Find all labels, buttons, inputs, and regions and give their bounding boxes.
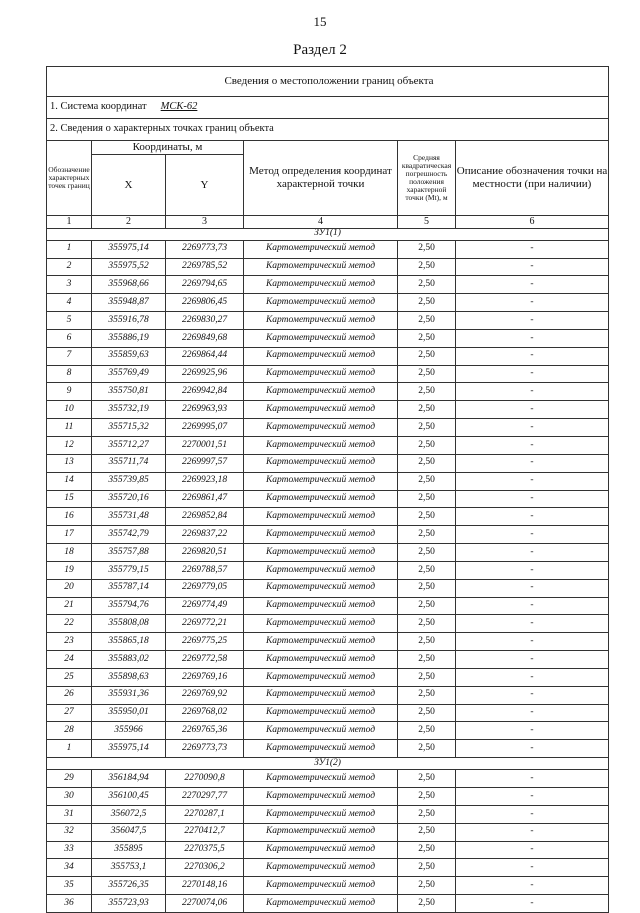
point-id-cell: 35 bbox=[47, 877, 92, 895]
table-row bbox=[47, 258, 609, 276]
method-cell: Картометрический метод bbox=[244, 561, 398, 579]
y-coord-cell: 2269963,93 bbox=[166, 401, 244, 419]
description-cell: - bbox=[456, 597, 609, 615]
table-row bbox=[47, 579, 609, 597]
x-coord-cell: 355787,14 bbox=[92, 579, 166, 597]
point-id-cell: 15 bbox=[47, 490, 92, 508]
y-coord-cell: 2270375,5 bbox=[166, 841, 244, 859]
precision-cell: 2,50 bbox=[398, 436, 456, 454]
precision-cell: 2,50 bbox=[398, 419, 456, 437]
description-cell: - bbox=[456, 877, 609, 895]
point-id-cell: 4 bbox=[47, 294, 92, 312]
x-coord-cell: 355750,81 bbox=[92, 383, 166, 401]
point-id-cell: 17 bbox=[47, 526, 92, 544]
table-row bbox=[47, 668, 609, 686]
table-row bbox=[47, 347, 609, 365]
method-cell: Картометрический метод bbox=[244, 895, 398, 913]
x-coord-cell: 355720,16 bbox=[92, 490, 166, 508]
precision-cell: 2,50 bbox=[398, 544, 456, 562]
precision-cell: 2,50 bbox=[398, 454, 456, 472]
description-cell: - bbox=[456, 526, 609, 544]
description-cell: - bbox=[456, 347, 609, 365]
x-coord-cell: 356100,45 bbox=[92, 788, 166, 806]
x-coord-cell: 355950,01 bbox=[92, 704, 166, 722]
point-id-cell: 20 bbox=[47, 579, 92, 597]
method-cell: Картометрический метод bbox=[244, 454, 398, 472]
table-row bbox=[47, 877, 609, 895]
table-row bbox=[47, 823, 609, 841]
y-coord-cell: 2269779,05 bbox=[166, 579, 244, 597]
x-coord-cell: 355975,14 bbox=[92, 240, 166, 258]
precision-cell: 2,50 bbox=[398, 276, 456, 294]
x-coord-cell: 356072,5 bbox=[92, 805, 166, 823]
x-coord-cell: 355895 bbox=[92, 841, 166, 859]
table-row bbox=[47, 722, 609, 740]
point-id-cell: 18 bbox=[47, 544, 92, 562]
y-coord-cell: 2269785,52 bbox=[166, 258, 244, 276]
method-cell: Картометрический метод bbox=[244, 788, 398, 806]
x-coord-cell: 355808,08 bbox=[92, 615, 166, 633]
method-cell: Картометрический метод bbox=[244, 615, 398, 633]
y-coord-cell: 2269820,51 bbox=[166, 544, 244, 562]
point-id-cell: 9 bbox=[47, 383, 92, 401]
description-cell: - bbox=[456, 579, 609, 597]
point-id-cell: 3 bbox=[47, 276, 92, 294]
x-coord-cell: 355779,15 bbox=[92, 561, 166, 579]
description-cell: - bbox=[456, 383, 609, 401]
precision-cell: 2,50 bbox=[398, 686, 456, 704]
method-cell: Картометрический метод bbox=[244, 877, 398, 895]
y-coord-cell: 2269775,25 bbox=[166, 633, 244, 651]
method-cell: Картометрический метод bbox=[244, 859, 398, 877]
point-id-cell: 32 bbox=[47, 823, 92, 841]
point-id-cell: 23 bbox=[47, 633, 92, 651]
method-cell: Картометрический метод bbox=[244, 490, 398, 508]
x-coord-cell: 355931,36 bbox=[92, 686, 166, 704]
x-coord-cell: 355886,19 bbox=[92, 329, 166, 347]
point-id-cell: 5 bbox=[47, 312, 92, 330]
y-coord-cell: 2270297,77 bbox=[166, 788, 244, 806]
y-coord-cell: 2269995,07 bbox=[166, 419, 244, 437]
x-coord-cell: 355966 bbox=[92, 722, 166, 740]
precision-cell: 2,50 bbox=[398, 365, 456, 383]
x-coord-cell: 355898,63 bbox=[92, 668, 166, 686]
description-cell: - bbox=[456, 788, 609, 806]
point-id-cell: 1 bbox=[47, 240, 92, 258]
boundary-points-table bbox=[46, 66, 609, 913]
description-cell: - bbox=[456, 276, 609, 294]
point-id-cell: 21 bbox=[47, 597, 92, 615]
point-id-cell: 28 bbox=[47, 722, 92, 740]
description-cell: - bbox=[456, 472, 609, 490]
point-id-cell: 10 bbox=[47, 401, 92, 419]
description-cell: - bbox=[456, 419, 609, 437]
description-cell: - bbox=[456, 294, 609, 312]
table-title: Сведения о местоположении границ объекта bbox=[47, 67, 609, 97]
description-cell: - bbox=[456, 561, 609, 579]
method-cell: Картометрический метод bbox=[244, 651, 398, 669]
x-coord-cell: 355712,27 bbox=[92, 436, 166, 454]
y-coord-cell: 2270287,1 bbox=[166, 805, 244, 823]
y-coord-cell: 2270148,16 bbox=[166, 877, 244, 895]
method-cell: Картометрический метод bbox=[244, 347, 398, 365]
precision-cell: 2,50 bbox=[398, 704, 456, 722]
x-coord-cell: 355975,14 bbox=[92, 740, 166, 758]
coord-system-label: 1. Система координат bbox=[50, 101, 147, 113]
method-cell: Картометрический метод bbox=[244, 722, 398, 740]
description-cell: - bbox=[456, 454, 609, 472]
method-cell: Картометрический метод bbox=[244, 668, 398, 686]
method-cell: Картометрический метод bbox=[244, 633, 398, 651]
y-coord-cell: 2269849,68 bbox=[166, 329, 244, 347]
y-coord-cell: 2269997,57 bbox=[166, 454, 244, 472]
y-coord-cell: 2269806,45 bbox=[166, 294, 244, 312]
y-coord-cell: 2269769,16 bbox=[166, 668, 244, 686]
precision-cell: 2,50 bbox=[398, 615, 456, 633]
table-row bbox=[47, 472, 609, 490]
y-coord-cell: 2270090,8 bbox=[166, 770, 244, 788]
method-cell: Картометрический метод bbox=[244, 258, 398, 276]
header-coordinates: Координаты, м bbox=[92, 141, 244, 155]
precision-cell: 2,50 bbox=[398, 472, 456, 490]
method-cell: Картометрический метод bbox=[244, 823, 398, 841]
x-coord-cell: 355948,87 bbox=[92, 294, 166, 312]
method-cell: Картометрический метод bbox=[244, 383, 398, 401]
y-coord-cell: 2270001,51 bbox=[166, 436, 244, 454]
table-row bbox=[47, 740, 609, 758]
description-cell: - bbox=[456, 859, 609, 877]
precision-cell: 2,50 bbox=[398, 329, 456, 347]
table-row bbox=[47, 633, 609, 651]
table-row bbox=[47, 383, 609, 401]
col-number-3: 3 bbox=[166, 216, 244, 229]
table-row bbox=[47, 788, 609, 806]
precision-cell: 2,50 bbox=[398, 841, 456, 859]
description-cell: - bbox=[456, 436, 609, 454]
y-coord-cell: 2269830,27 bbox=[166, 312, 244, 330]
x-coord-cell: 355753,1 bbox=[92, 859, 166, 877]
table-row bbox=[47, 895, 609, 913]
point-id-cell: 27 bbox=[47, 704, 92, 722]
precision-cell: 2,50 bbox=[398, 561, 456, 579]
y-coord-cell: 2269942,84 bbox=[166, 383, 244, 401]
precision-cell: 2,50 bbox=[398, 823, 456, 841]
x-coord-cell: 355726,35 bbox=[92, 877, 166, 895]
table-row bbox=[47, 294, 609, 312]
y-coord-cell: 2269772,21 bbox=[166, 615, 244, 633]
header-description: Описание обозначения точки на местности (при наличии) bbox=[456, 141, 609, 216]
x-coord-cell: 355975,52 bbox=[92, 258, 166, 276]
y-coord-cell: 2269837,22 bbox=[166, 526, 244, 544]
y-coord-cell: 2269852,84 bbox=[166, 508, 244, 526]
x-coord-cell: 355883,02 bbox=[92, 651, 166, 669]
description-cell: - bbox=[456, 805, 609, 823]
point-id-cell: 14 bbox=[47, 472, 92, 490]
description-cell: - bbox=[456, 823, 609, 841]
x-coord-cell: 355865,18 bbox=[92, 633, 166, 651]
table-row bbox=[47, 276, 609, 294]
header-point-designation: Обозначение характерных точек границ bbox=[47, 141, 92, 216]
description-cell: - bbox=[456, 651, 609, 669]
y-coord-cell: 2269774,49 bbox=[166, 597, 244, 615]
description-cell: - bbox=[456, 704, 609, 722]
table-row bbox=[47, 526, 609, 544]
precision-cell: 2,50 bbox=[398, 651, 456, 669]
col-number-2: 2 bbox=[92, 216, 166, 229]
table-row bbox=[47, 597, 609, 615]
precision-cell: 2,50 bbox=[398, 579, 456, 597]
table-row bbox=[47, 240, 609, 258]
method-cell: Картометрический метод bbox=[244, 579, 398, 597]
description-cell: - bbox=[456, 490, 609, 508]
y-coord-cell: 2269772,58 bbox=[166, 651, 244, 669]
description-cell: - bbox=[456, 770, 609, 788]
point-id-cell: 22 bbox=[47, 615, 92, 633]
description-cell: - bbox=[456, 686, 609, 704]
method-cell: Картометрический метод bbox=[244, 294, 398, 312]
x-coord-cell: 356047,5 bbox=[92, 823, 166, 841]
x-coord-cell: 355968,66 bbox=[92, 276, 166, 294]
precision-cell: 2,50 bbox=[398, 312, 456, 330]
x-coord-cell: 356184,94 bbox=[92, 770, 166, 788]
table-row bbox=[47, 401, 609, 419]
table-row bbox=[47, 805, 609, 823]
table-row bbox=[47, 544, 609, 562]
description-cell: - bbox=[456, 240, 609, 258]
description-cell: - bbox=[456, 633, 609, 651]
table-row bbox=[47, 508, 609, 526]
method-cell: Картометрический метод bbox=[244, 597, 398, 615]
point-id-cell: 30 bbox=[47, 788, 92, 806]
point-id-cell: 12 bbox=[47, 436, 92, 454]
x-coord-cell: 355739,85 bbox=[92, 472, 166, 490]
precision-cell: 2,50 bbox=[398, 258, 456, 276]
method-cell: Картометрический метод bbox=[244, 508, 398, 526]
x-coord-cell: 355715,32 bbox=[92, 419, 166, 437]
col-number-1: 1 bbox=[47, 216, 92, 229]
point-id-cell: 31 bbox=[47, 805, 92, 823]
point-id-cell: 24 bbox=[47, 651, 92, 669]
x-coord-cell: 355794,76 bbox=[92, 597, 166, 615]
method-cell: Картометрический метод bbox=[244, 329, 398, 347]
precision-cell: 2,50 bbox=[398, 859, 456, 877]
precision-cell: 2,50 bbox=[398, 788, 456, 806]
y-coord-cell: 2269773,73 bbox=[166, 740, 244, 758]
method-cell: Картометрический метод bbox=[244, 240, 398, 258]
table-row bbox=[47, 419, 609, 437]
method-cell: Картометрический метод bbox=[244, 686, 398, 704]
header-x: X bbox=[92, 155, 166, 216]
table-row bbox=[47, 770, 609, 788]
y-coord-cell: 2269794,65 bbox=[166, 276, 244, 294]
table-row bbox=[47, 312, 609, 330]
description-cell: - bbox=[456, 312, 609, 330]
section-title: Раздел 2 bbox=[293, 42, 347, 58]
point-id-cell: 26 bbox=[47, 686, 92, 704]
x-coord-cell: 355769,49 bbox=[92, 365, 166, 383]
table-row bbox=[47, 329, 609, 347]
coord-system-value: МСК-62 bbox=[160, 101, 198, 113]
group-title: ЗУ1(1) bbox=[47, 228, 609, 240]
precision-cell: 2,50 bbox=[398, 722, 456, 740]
method-cell: Картометрический метод bbox=[244, 841, 398, 859]
precision-cell: 2,50 bbox=[398, 895, 456, 913]
point-id-cell: 7 bbox=[47, 347, 92, 365]
precision-cell: 2,50 bbox=[398, 633, 456, 651]
precision-cell: 2,50 bbox=[398, 294, 456, 312]
description-cell: - bbox=[456, 544, 609, 562]
x-coord-cell: 355859,63 bbox=[92, 347, 166, 365]
table-row bbox=[47, 859, 609, 877]
y-coord-cell: 2270412,7 bbox=[166, 823, 244, 841]
table-row bbox=[47, 454, 609, 472]
coord-system-row bbox=[47, 97, 609, 119]
header-method: Метод определения координат характерной точки bbox=[244, 141, 398, 216]
y-coord-cell: 2269864,44 bbox=[166, 347, 244, 365]
precision-cell: 2,50 bbox=[398, 597, 456, 615]
y-coord-cell: 2269788,57 bbox=[166, 561, 244, 579]
col-number-4: 4 bbox=[244, 216, 398, 229]
page-number: 15 bbox=[313, 14, 327, 29]
method-cell: Картометрический метод bbox=[244, 436, 398, 454]
point-id-cell: 6 bbox=[47, 329, 92, 347]
point-id-cell: 1 bbox=[47, 740, 92, 758]
point-id-cell: 2 bbox=[47, 258, 92, 276]
col-number-5: 5 bbox=[398, 216, 456, 229]
description-cell: - bbox=[456, 329, 609, 347]
precision-cell: 2,50 bbox=[398, 770, 456, 788]
point-id-cell: 19 bbox=[47, 561, 92, 579]
col-number-6: 6 bbox=[456, 216, 609, 229]
description-cell: - bbox=[456, 508, 609, 526]
point-id-cell: 11 bbox=[47, 419, 92, 437]
precision-cell: 2,50 bbox=[398, 805, 456, 823]
method-cell: Картометрический метод bbox=[244, 526, 398, 544]
point-id-cell: 8 bbox=[47, 365, 92, 383]
method-cell: Картометрический метод bbox=[244, 704, 398, 722]
x-coord-cell: 355742,79 bbox=[92, 526, 166, 544]
x-coord-cell: 355731,48 bbox=[92, 508, 166, 526]
description-cell: - bbox=[456, 722, 609, 740]
y-coord-cell: 2269923,18 bbox=[166, 472, 244, 490]
method-cell: Картометрический метод bbox=[244, 740, 398, 758]
y-coord-cell: 2269925,96 bbox=[166, 365, 244, 383]
table-row bbox=[47, 365, 609, 383]
method-cell: Картометрический метод bbox=[244, 419, 398, 437]
table-row bbox=[47, 651, 609, 669]
description-cell: - bbox=[456, 365, 609, 383]
description-cell: - bbox=[456, 615, 609, 633]
x-coord-cell: 355723,93 bbox=[92, 895, 166, 913]
table-row bbox=[47, 615, 609, 633]
precision-cell: 2,50 bbox=[398, 383, 456, 401]
y-coord-cell: 2269765,36 bbox=[166, 722, 244, 740]
points-heading: 2. Сведения о характерных точках границ объекта bbox=[47, 119, 609, 141]
point-id-cell: 33 bbox=[47, 841, 92, 859]
group-title: ЗУ1(2) bbox=[47, 758, 609, 770]
method-cell: Картометрический метод bbox=[244, 770, 398, 788]
y-coord-cell: 2269861,47 bbox=[166, 490, 244, 508]
y-coord-cell: 2269769,92 bbox=[166, 686, 244, 704]
description-cell: - bbox=[456, 841, 609, 859]
precision-cell: 2,50 bbox=[398, 490, 456, 508]
precision-cell: 2,50 bbox=[398, 740, 456, 758]
precision-cell: 2,50 bbox=[398, 526, 456, 544]
x-coord-cell: 355711,74 bbox=[92, 454, 166, 472]
precision-cell: 2,50 bbox=[398, 877, 456, 895]
method-cell: Картометрический метод bbox=[244, 805, 398, 823]
header-precision: Средняя квадратическая погрешность положения характерной точки (Мt), м bbox=[398, 141, 456, 216]
point-id-cell: 34 bbox=[47, 859, 92, 877]
method-cell: Картометрический метод bbox=[244, 544, 398, 562]
method-cell: Картометрический метод bbox=[244, 312, 398, 330]
y-coord-cell: 2270306,2 bbox=[166, 859, 244, 877]
point-id-cell: 29 bbox=[47, 770, 92, 788]
description-cell: - bbox=[456, 258, 609, 276]
y-coord-cell: 2270074,06 bbox=[166, 895, 244, 913]
precision-cell: 2,50 bbox=[398, 240, 456, 258]
table-row bbox=[47, 490, 609, 508]
table-row bbox=[47, 686, 609, 704]
y-coord-cell: 2269773,73 bbox=[166, 240, 244, 258]
description-cell: - bbox=[456, 895, 609, 913]
x-coord-cell: 355916,78 bbox=[92, 312, 166, 330]
table-row bbox=[47, 561, 609, 579]
precision-cell: 2,50 bbox=[398, 401, 456, 419]
x-coord-cell: 355732,19 bbox=[92, 401, 166, 419]
point-id-cell: 25 bbox=[47, 668, 92, 686]
method-cell: Картометрический метод bbox=[244, 401, 398, 419]
table-row bbox=[47, 841, 609, 859]
precision-cell: 2,50 bbox=[398, 347, 456, 365]
point-id-cell: 13 bbox=[47, 454, 92, 472]
method-cell: Картометрический метод bbox=[244, 472, 398, 490]
description-cell: - bbox=[456, 401, 609, 419]
method-cell: Картометрический метод bbox=[244, 365, 398, 383]
description-cell: - bbox=[456, 668, 609, 686]
y-coord-cell: 2269768,02 bbox=[166, 704, 244, 722]
precision-cell: 2,50 bbox=[398, 508, 456, 526]
point-id-cell: 36 bbox=[47, 895, 92, 913]
table-row bbox=[47, 704, 609, 722]
table-row bbox=[47, 436, 609, 454]
header-y: Y bbox=[166, 155, 244, 216]
x-coord-cell: 355757,88 bbox=[92, 544, 166, 562]
description-cell: - bbox=[456, 740, 609, 758]
point-id-cell: 16 bbox=[47, 508, 92, 526]
method-cell: Картометрический метод bbox=[244, 276, 398, 294]
precision-cell: 2,50 bbox=[398, 668, 456, 686]
